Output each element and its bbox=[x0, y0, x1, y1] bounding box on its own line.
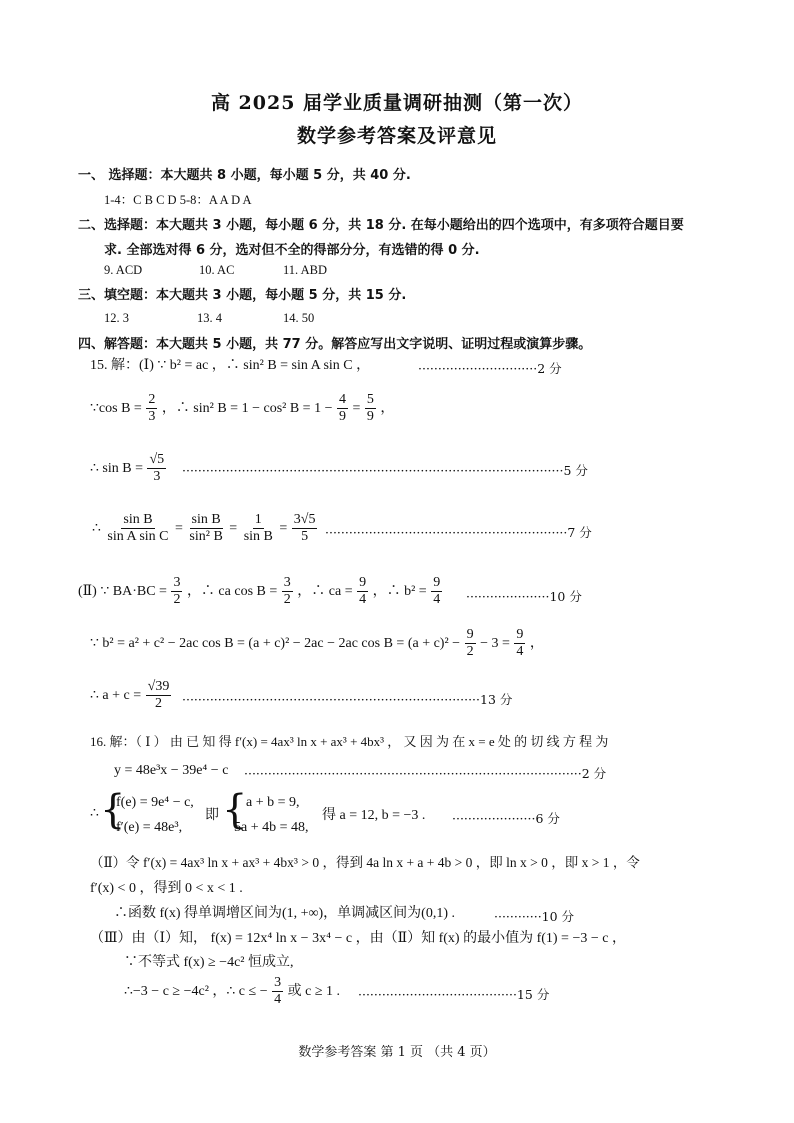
q16-system2-eq1: a + b = 9, bbox=[246, 795, 300, 810]
q15-score-10: ·····················10 分 bbox=[466, 589, 582, 604]
answer-14: 14. 50 bbox=[283, 311, 315, 325]
fraction: $\frac{3}{4}$ bbox=[274, 975, 282, 1008]
fraction: $\frac{9}{4}$ bbox=[433, 575, 441, 608]
fraction: $\frac{√5}{3}$ bbox=[149, 452, 165, 485]
left-brace-1: { bbox=[100, 787, 126, 833]
q16-solution: 得 a = 12, b = −3 . bbox=[322, 808, 426, 823]
q16-system2-eq2: 5a + 4b = 48, bbox=[234, 820, 309, 835]
page-footer: 数学参考答案 第 1 页 （共 4 页） bbox=[298, 1045, 496, 1060]
q15-line5: (Ⅱ) ∵ BA·BC = $\frac{3}{2}$ ，∴ ca cos B = $\frac{3}{2}$ ，∴ ca = $\frac{9}{4}$ ，∴ b² = $\frac{9}{4}$ bbox=[78, 575, 441, 608]
q16-score-10: ············10 分 bbox=[494, 909, 575, 924]
fraction: $\frac{√39}{2}$ bbox=[147, 679, 170, 712]
answer-13: 13. 4 bbox=[197, 311, 222, 325]
q15-score-13: ···········································································13 分 bbox=[182, 692, 513, 707]
page-title: 高 2025 届学业质量调研抽测（第一次） bbox=[210, 92, 584, 114]
section-3-header: 三、填空题：本大题共 3 小题，每小题 5 分，共 15 分. bbox=[78, 288, 407, 303]
fraction: $\frac{3}{2}$ bbox=[173, 575, 181, 608]
fraction: $\frac{\text{sin B}}{\text{sin² B}}$ bbox=[189, 512, 223, 545]
section-2-header-line1: 二、选择题：本大题共 3 小题，每小题 6 分，共 18 分. 在每小题给出的四个选项中，有多项符合题目要 bbox=[78, 218, 684, 233]
fraction: $\frac{4}{9}$ bbox=[338, 392, 346, 425]
page-subtitle: 数学参考答案及评意见 bbox=[296, 125, 497, 147]
fraction: $\frac{9}{4}$ bbox=[516, 627, 524, 660]
left-brace-2: { bbox=[222, 787, 248, 833]
q15-score-2: ······························2 分 bbox=[418, 361, 562, 376]
q16-line8: ∵不等式 f(x) ≥ −4c² 恒成立, bbox=[124, 955, 294, 970]
section-2-header-line2: 求. 全部选对得 6 分，选对但不全的得部分分，有选错的得 0 分. bbox=[104, 243, 480, 258]
q16-system1-eq1: f(e) = 9e⁴ − c, bbox=[116, 795, 194, 810]
q16-line5: f′(x) < 0 ，得到 0 < x < 1 . bbox=[90, 881, 243, 896]
answer-9: 9. ACD bbox=[104, 263, 143, 277]
q16-line6: ∴函数 f(x) 得单调增区间为(1, +∞)，单调减区间为(0,1) . bbox=[114, 906, 456, 921]
q15-line3: ∴ sin B = $\frac{√5}{3}$ bbox=[90, 452, 165, 485]
q16-line4: （Ⅱ）令 f′(x) = 4ax³ ln x + ax³ + 4bx³ > 0 ，得到 4a ln x + a + 4b > 0 ，即 ln x > 0 ，即 x > 1 ，令 bbox=[90, 855, 640, 870]
q16-ji: 即 bbox=[205, 808, 219, 823]
q16-line7: （Ⅲ）由（Ⅰ）知， f(x) = 12x⁴ ln x − 3x⁴ − c ，由（Ⅱ）知 f(x) 的最小值为 f(1) = −3 − c ， bbox=[90, 931, 626, 946]
fraction: $\frac{1}{\text{sin B}}$ bbox=[243, 512, 273, 545]
answer-10: 10. AC bbox=[199, 263, 235, 277]
fraction: $\frac{3√5}{5}$ bbox=[293, 512, 316, 545]
section-1-answers: 1-4：C B C D 5-8：A A D A bbox=[104, 193, 252, 207]
q15-line2: ∵cos B = $\frac{2}{3}$ ，∴ sin² B = 1 − cos² B = 1 − $\frac{4}{9}$ = $\frac{5}{9}$ ， bbox=[90, 392, 395, 425]
q16-system1-eq2: f′(e) = 48e³, bbox=[116, 820, 183, 835]
q15-line1: 15. 解：(Ⅰ) ∵ b² = ac ，∴ sin² B = sin A sin C ， bbox=[90, 358, 371, 373]
section-4-header: 四、解答题：本大题共 5 小题，共 77 分。解答应写出文字说明、证明过程或演算步骤。 bbox=[78, 337, 592, 352]
fraction: $\frac{9}{4}$ bbox=[359, 575, 367, 608]
fraction: $\frac{\text{sin B}}{\text{sin A sin C}}$ bbox=[107, 512, 169, 545]
q16-score-2: ·····················································································2 分 bbox=[244, 766, 607, 781]
fraction: $\frac{3}{2}$ bbox=[283, 575, 291, 608]
q15-score-5: ································································································5 分 bbox=[182, 463, 588, 478]
q16-score-15: ········································15 分 bbox=[358, 987, 550, 1002]
q15-line7: ∴ a + c = $\frac{√39}{2}$ bbox=[90, 679, 170, 712]
q15-line6: ∵ b² = a² + c² − 2ac cos B = (a + c)² − 2ac − 2ac cos B = (a + c)² − $\frac{9}{2}$ − 3 = $\frac{9}{4}$ ， bbox=[90, 627, 544, 660]
q16-score-6: ·····················6 分 bbox=[452, 811, 560, 826]
answer-11: 11. ABD bbox=[283, 263, 327, 277]
therefore-symbol: ∴ bbox=[90, 806, 99, 821]
q16-line1: 16. 解：（ Ⅰ ） 由 已 知 得 f′(x) = 4ax³ ln x + ax³ + 4bx³ ， 又 因 为 在 x = e 处 的 切 线 方 程 为 bbox=[90, 734, 609, 749]
fraction: $\frac{5}{9}$ bbox=[366, 392, 374, 425]
q16-line9: ∴−3 − c ≥ −4c² ，∴ c ≤ − $\frac{3}{4}$ 或 c ≥ 1 . bbox=[124, 975, 341, 1008]
answer-12: 12. 3 bbox=[104, 311, 129, 325]
fraction: $\frac{9}{2}$ bbox=[466, 627, 474, 660]
fraction: $\frac{2}{3}$ bbox=[148, 392, 156, 425]
section-1-header: 一、 选择题：本大题共 8 小题，每小题 5 分，共 40 分. bbox=[78, 168, 411, 183]
q15-score-7: ·····························································7 分 bbox=[325, 525, 592, 540]
q15-line4: ∴ $\frac{\text{sin B}}{\text{sin A sin C}}$ = $\frac{\text{sin B}}{\text{sin² B}}$ = $\frac{1}{\text{sin B}}$ = $\frac{3√5}{5}$ bbox=[92, 512, 316, 545]
q16-line2: y = 48e³x − 39e⁴ − c bbox=[114, 763, 229, 778]
